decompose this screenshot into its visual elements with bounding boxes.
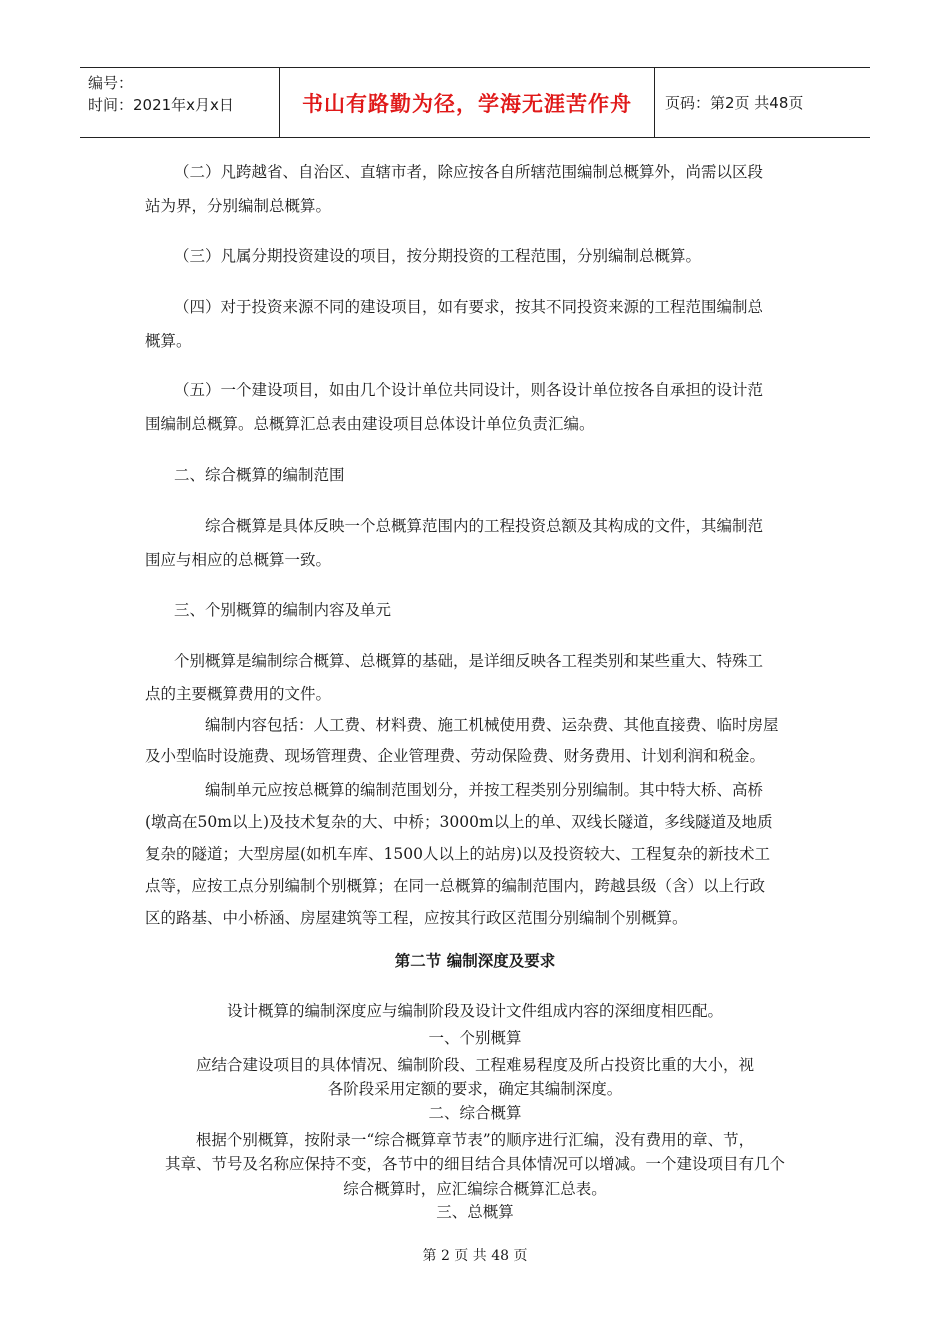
paragraph-comprehensive-line-1: 综合概算是具体反映一个总概算范围内的工程投资总额及其构成的文件，其编制范 <box>205 517 764 535</box>
header-motto: 书山有路勤为径，学海无涯苦作舟 <box>302 91 632 116</box>
depth-intro: 设计概算的编制深度应与编制阶段及设计文件组成内容的深细度相匹配。 <box>226 1002 723 1020</box>
document-date: 时间：2021年x月x日 <box>88 96 234 114</box>
depth-comprehensive-line-3: 综合概算时，应汇编综合概算汇总表。 <box>343 1180 607 1198</box>
depth-heading-total: 三、总概算 <box>436 1203 514 1221</box>
paragraph-content-line-1: 编制内容包括：人工费、材料费、施工机械使用费、运杂费、其他直接费、临时房屋 <box>205 716 779 734</box>
document-number-label: 编号： <box>88 74 134 92</box>
depth-individual-line-2: 各阶段采用定额的要求，确定其编制深度。 <box>327 1080 623 1098</box>
paragraph-unit-line-5: 区的路基、中小桥涵、房屋建筑等工程，应按其行政区范围分别编制个别概算。 <box>145 909 688 927</box>
paragraph-individual-line-2: 点的主要概算费用的文件。 <box>145 685 332 703</box>
header-meta <box>80 68 280 137</box>
paragraph-unit-line-2: (墩高在50m以上)及技术复杂的大、中桥；3000m以上的单、双线长隧道，多线隧道及地质 <box>145 813 773 831</box>
paragraph-2-line-2: 站为界，分别编制总概算。 <box>145 197 332 215</box>
paragraph-2-line-1: （二）凡跨越省、自治区、直辖市者，除应按各自所辖范围编制总概算外，尚需以区段 <box>174 163 764 181</box>
header-motto-cell <box>280 68 655 137</box>
page-info-text: 页码：第2页 共48页 <box>665 94 804 112</box>
page-footer: 第 2 页 共 48 页 <box>422 1248 528 1264</box>
depth-individual-line-1: 应结合建设项目的具体情况、编制阶段、工程难易程度及所占投资比重的大小，视 <box>195 1056 754 1074</box>
heading-comprehensive-scope: 二、综合概算的编制范围 <box>174 466 345 484</box>
depth-comprehensive-line-1: 根据个别概算，按附录一“综合概算章节表”的顺序进行汇编，没有费用的章、节， <box>195 1131 755 1149</box>
heading-individual-content: 三、个别概算的编制内容及单元 <box>174 601 392 619</box>
page-header <box>80 67 870 138</box>
paragraph-4-line-1: （四）对于投资来源不同的建设项目，如有要求，按其不同投资来源的工程范围编制总 <box>174 298 764 316</box>
paragraph-3: （三）凡属分期投资建设的项目，按分期投资的工程范围，分别编制总概算。 <box>174 247 702 265</box>
paragraph-4-line-2: 概算。 <box>145 332 192 350</box>
depth-comprehensive-line-2: 其章、节号及名称应保持不变，各节中的细目结合具体情况可以增减。一个建设项目有几个 <box>164 1155 785 1173</box>
paragraph-unit-line-3: 复杂的隧道；大型房屋(如机车库、1500人以上的站房)以及投资较大、工程复杂的新技术工 <box>145 845 771 863</box>
paragraph-comprehensive-line-2: 围应与相应的总概算一致。 <box>145 551 332 569</box>
paragraph-individual-line-1: 个别概算是编制综合概算、总概算的基础，是详细反映各工程类别和某些重大、特殊工 <box>174 652 764 670</box>
depth-heading-individual: 一、个别概算 <box>428 1029 522 1047</box>
paragraph-unit-line-4: 点等，应按工点分别编制个别概算；在同一总概算的编制范围内，跨越县级（含）以上行政 <box>145 877 766 895</box>
header-page-info <box>655 68 870 137</box>
paragraph-5-line-2: 围编制总概算。总概算汇总表由建设项目总体设计单位负责汇编。 <box>145 415 595 433</box>
section-title: 第二节 编制深度及要求 <box>394 952 556 970</box>
paragraph-content-line-2: 及小型临时设施费、现场管理费、企业管理费、劳动保险费、财务费用、计划利润和税金。 <box>145 747 766 765</box>
depth-heading-comprehensive: 二、综合概算 <box>428 1104 522 1122</box>
paragraph-unit-line-1: 编制单元应按总概算的编制范围划分，并按工程类别分别编制。其中特大桥、高桥 <box>205 781 764 799</box>
paragraph-5-line-1: （五）一个建设项目，如由几个设计单位共同设计，则各设计单位按各自承担的设计范 <box>174 381 764 399</box>
